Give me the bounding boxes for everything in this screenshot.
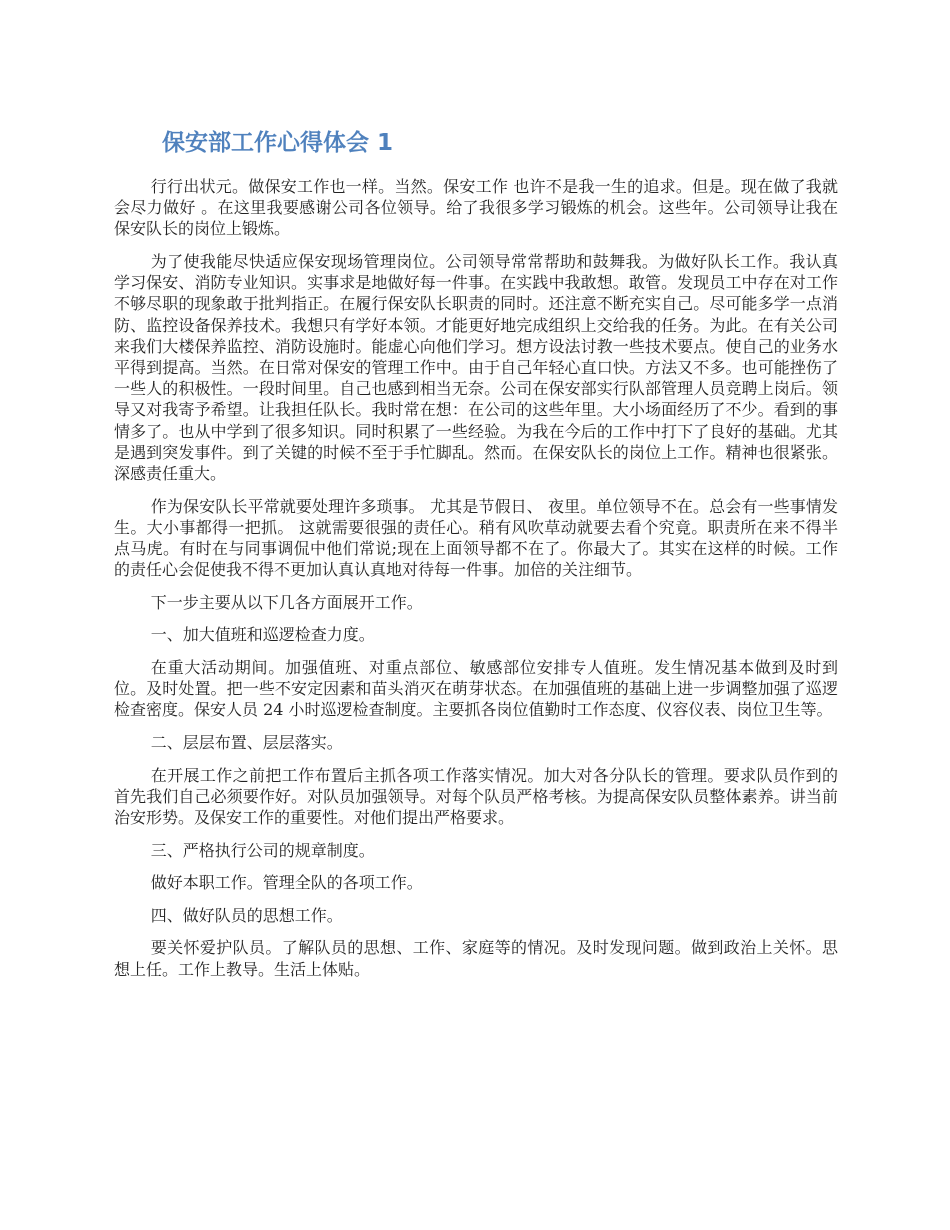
section-heading: 一、加大值班和巡逻检查力度。	[150, 625, 375, 645]
paragraph: 下一步主要从以下几各方面展开工作。	[150, 592, 423, 612]
paragraph: 行行出状元。做保安工作也一样。当然。保安工作 也许不是我一生的追求。但是。现在做了我就会尽力做好 。在这里我要感谢公司各位领导。给了我很多学习锻炼的机会。这些年。公司领导让我在保安队长的岗位上锻炼。	[114, 177, 838, 239]
paragraph: 在开展工作之前把工作布置后主抓各项工作落实情况。加大对各分队长的管理。要求队员作到的首先我们自己必须要作好。对队员加强领导。对每个队员严格考核。为提高保安队员整体素养。讲当前治安形势。及保安工作的重要性。对他们提出严格要求。	[114, 765, 838, 828]
section-heading: 三、严格执行公司的规章制度。	[150, 840, 375, 860]
paragraph: 作为保安队长平常就要处理许多琐事。 尤其是节假日、 夜里。单位领导不在。总会有一些事情发生。大小事都得一把抓。 这就需要很强的责任心。稍有风吹草动就要去看个究竟。职责所在来不得半点马虎。有时在与同事调侃中他们常说;现在上面领导都不在了。你最大了。其实在这样的时候。工作的责任心会促使我不得不更加认真认真地对待每一件事。加倍的关注细节。	[114, 496, 838, 580]
section-heading: 四、做好队员的思想工作。	[150, 905, 343, 925]
paragraph: 为了使我能尽快适应保安现场管理岗位。公司领导常常帮助和鼓舞我。为做好队长工作。我认真学习保安、消防专业知识。实事求是地做好每一件事。在实践中我敢想。敢管。发现员工中存在对工作不够尽职的现象敢于批判指正。在履行保安队长职责的同时。还注意不断充实自己。尽可能多学一点消防、监控设备保养技术。我想只有学好本领。才能更好地完成组织上交给我的任务。为此。在有关公司来我们大楼保养监控、消防设施时。能虚心向他们学习。想方设法讨教一些技术要点。使自己的业务水平得到提高。当然。在日常对保安的管理工作中。由于自己年轻心直口快。方法又不多。也可能挫伤了一些人的积极性。一段时间里。自己也感到相当无奈。公司在保安部实行队部管理人员竞聘上岗后。领导又对我寄予希望。让我担任队长。我时常在想：在公司的这些年里。大小场面经历了不少。看到的事情多了。也从中学到了很多知识。同时积累了一些经验。为我在今后的工作中打下了良好的基础。尤其是遇到突发事件。到了关键的时候不至于手忙脚乱。然而。在保安队长的岗位上工作。精神也很紧张。深感责任重大。	[114, 252, 838, 484]
paragraph: 在重大活动期间。加强值班、对重点部位、敏感部位安排专人值班。发生情况基本做到及时到位。及时处置。把一些不安定因素和苗头消灭在萌芽状态。在加强值班的基础上进一步调整加强了巡逻检查密度。保安人员 24 小时巡逻检查制度。主要抓各岗位值勤时工作态度、仪容仪表、岗位卫生等。	[114, 658, 838, 720]
document-title: 保安部工作心得体会 1	[162, 130, 394, 156]
paragraph: 要关怀爱护队员。了解队员的思想、工作、家庭等的情况。及时发现问题。做到政治上关怀。思想上任。工作上教导。生活上体贴。	[114, 938, 838, 979]
section-heading: 二、层层布置、层层落实。	[150, 733, 343, 753]
paragraph: 做好本职工作。管理全队的各项工作。	[150, 873, 423, 893]
document-body	[114, 176, 838, 991]
